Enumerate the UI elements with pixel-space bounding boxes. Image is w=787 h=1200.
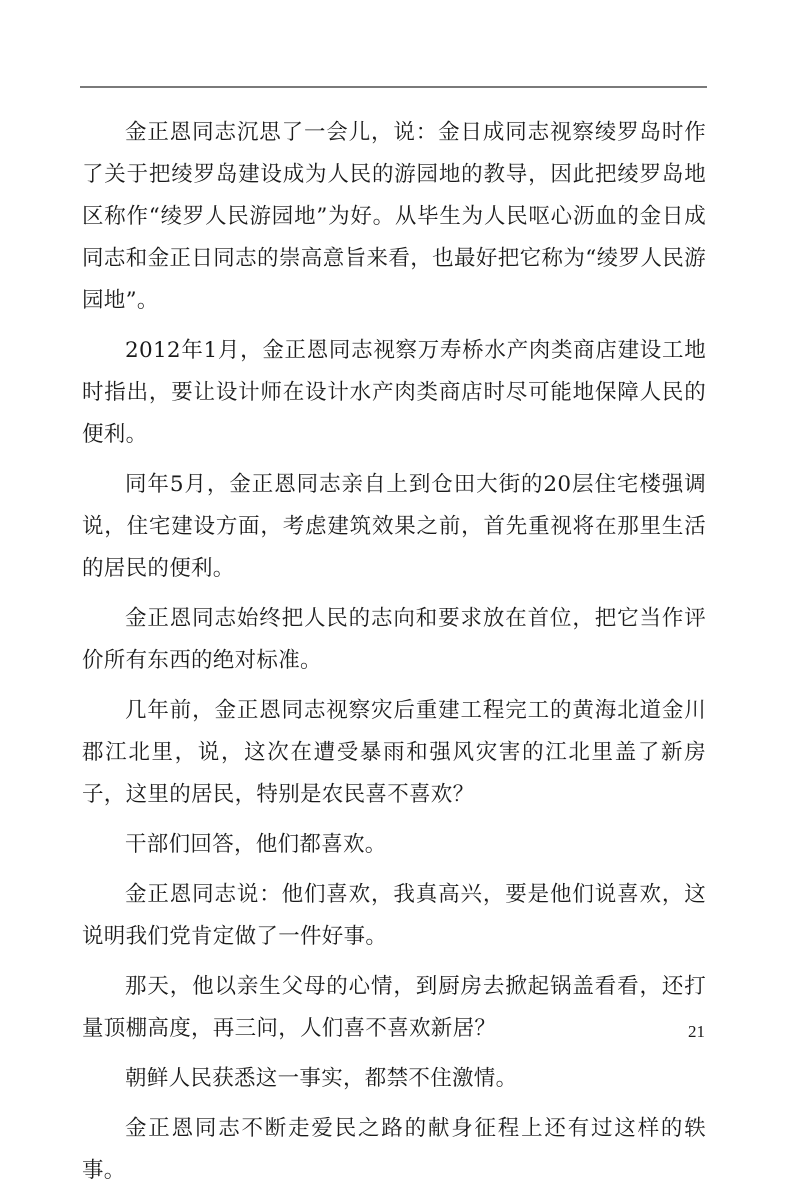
paragraph: 同年5月，金正恩同志亲自上到仓田大街的20层住宅楼强调说，住宅建设方面，考虑建筑效果之前，首先重视将在那里生活的居民的便利。 bbox=[82, 472, 706, 581]
header-rule bbox=[80, 86, 707, 88]
paragraph: 那天，他以亲生父母的心情，到厨房去掀起锅盖看看，还打量顶棚高度，再三问，人们喜不喜欢新居？ bbox=[82, 974, 706, 1041]
paragraph: 金正恩同志说：他们喜欢，我真高兴，要是他们说喜欢，这说明我们党肯定做了一件好事。 bbox=[82, 882, 706, 949]
paragraph: 金正恩同志沉思了一会儿，说：金日成同志视察绫罗岛时作了关于把绫罗岛建设成为人民的游园地的教导，因此把绫罗岛地区称作“绫罗人民游园地”为好。从毕生为人民呕心沥血的金日成同志和金正日同志的崇高意旨来看，也最好把它称为“绫罗人民游园地”。 bbox=[82, 120, 706, 313]
paragraph: 金正恩同志不断走爱民之路的献身征程上还有过这样的轶事。 bbox=[82, 1116, 706, 1183]
body-text bbox=[82, 112, 706, 1200]
paragraph: 干部们回答，他们都喜欢。 bbox=[125, 832, 387, 857]
page-number: 21 bbox=[688, 1022, 705, 1041]
paragraph: 几年前，金正恩同志视察灾后重建工程完工的黄海北道金川郡江北里，说，这次在遭受暴雨和强风灾害的江北里盖了新房子，这里的居民，特别是农民喜不喜欢？ bbox=[82, 698, 706, 807]
paragraph: 金正恩同志始终把人民的志向和要求放在首位，把它当作评价所有东西的绝对标准。 bbox=[82, 606, 706, 673]
paragraph: 朝鲜人民获悉这一事实，都禁不住激情。 bbox=[125, 1066, 518, 1091]
paragraph: 2012年1月，金正恩同志视察万寿桥水产肉类商店建设工地时指出，要让设计师在设计水产肉类商店时尽可能地保障人民的便利。 bbox=[82, 338, 706, 447]
